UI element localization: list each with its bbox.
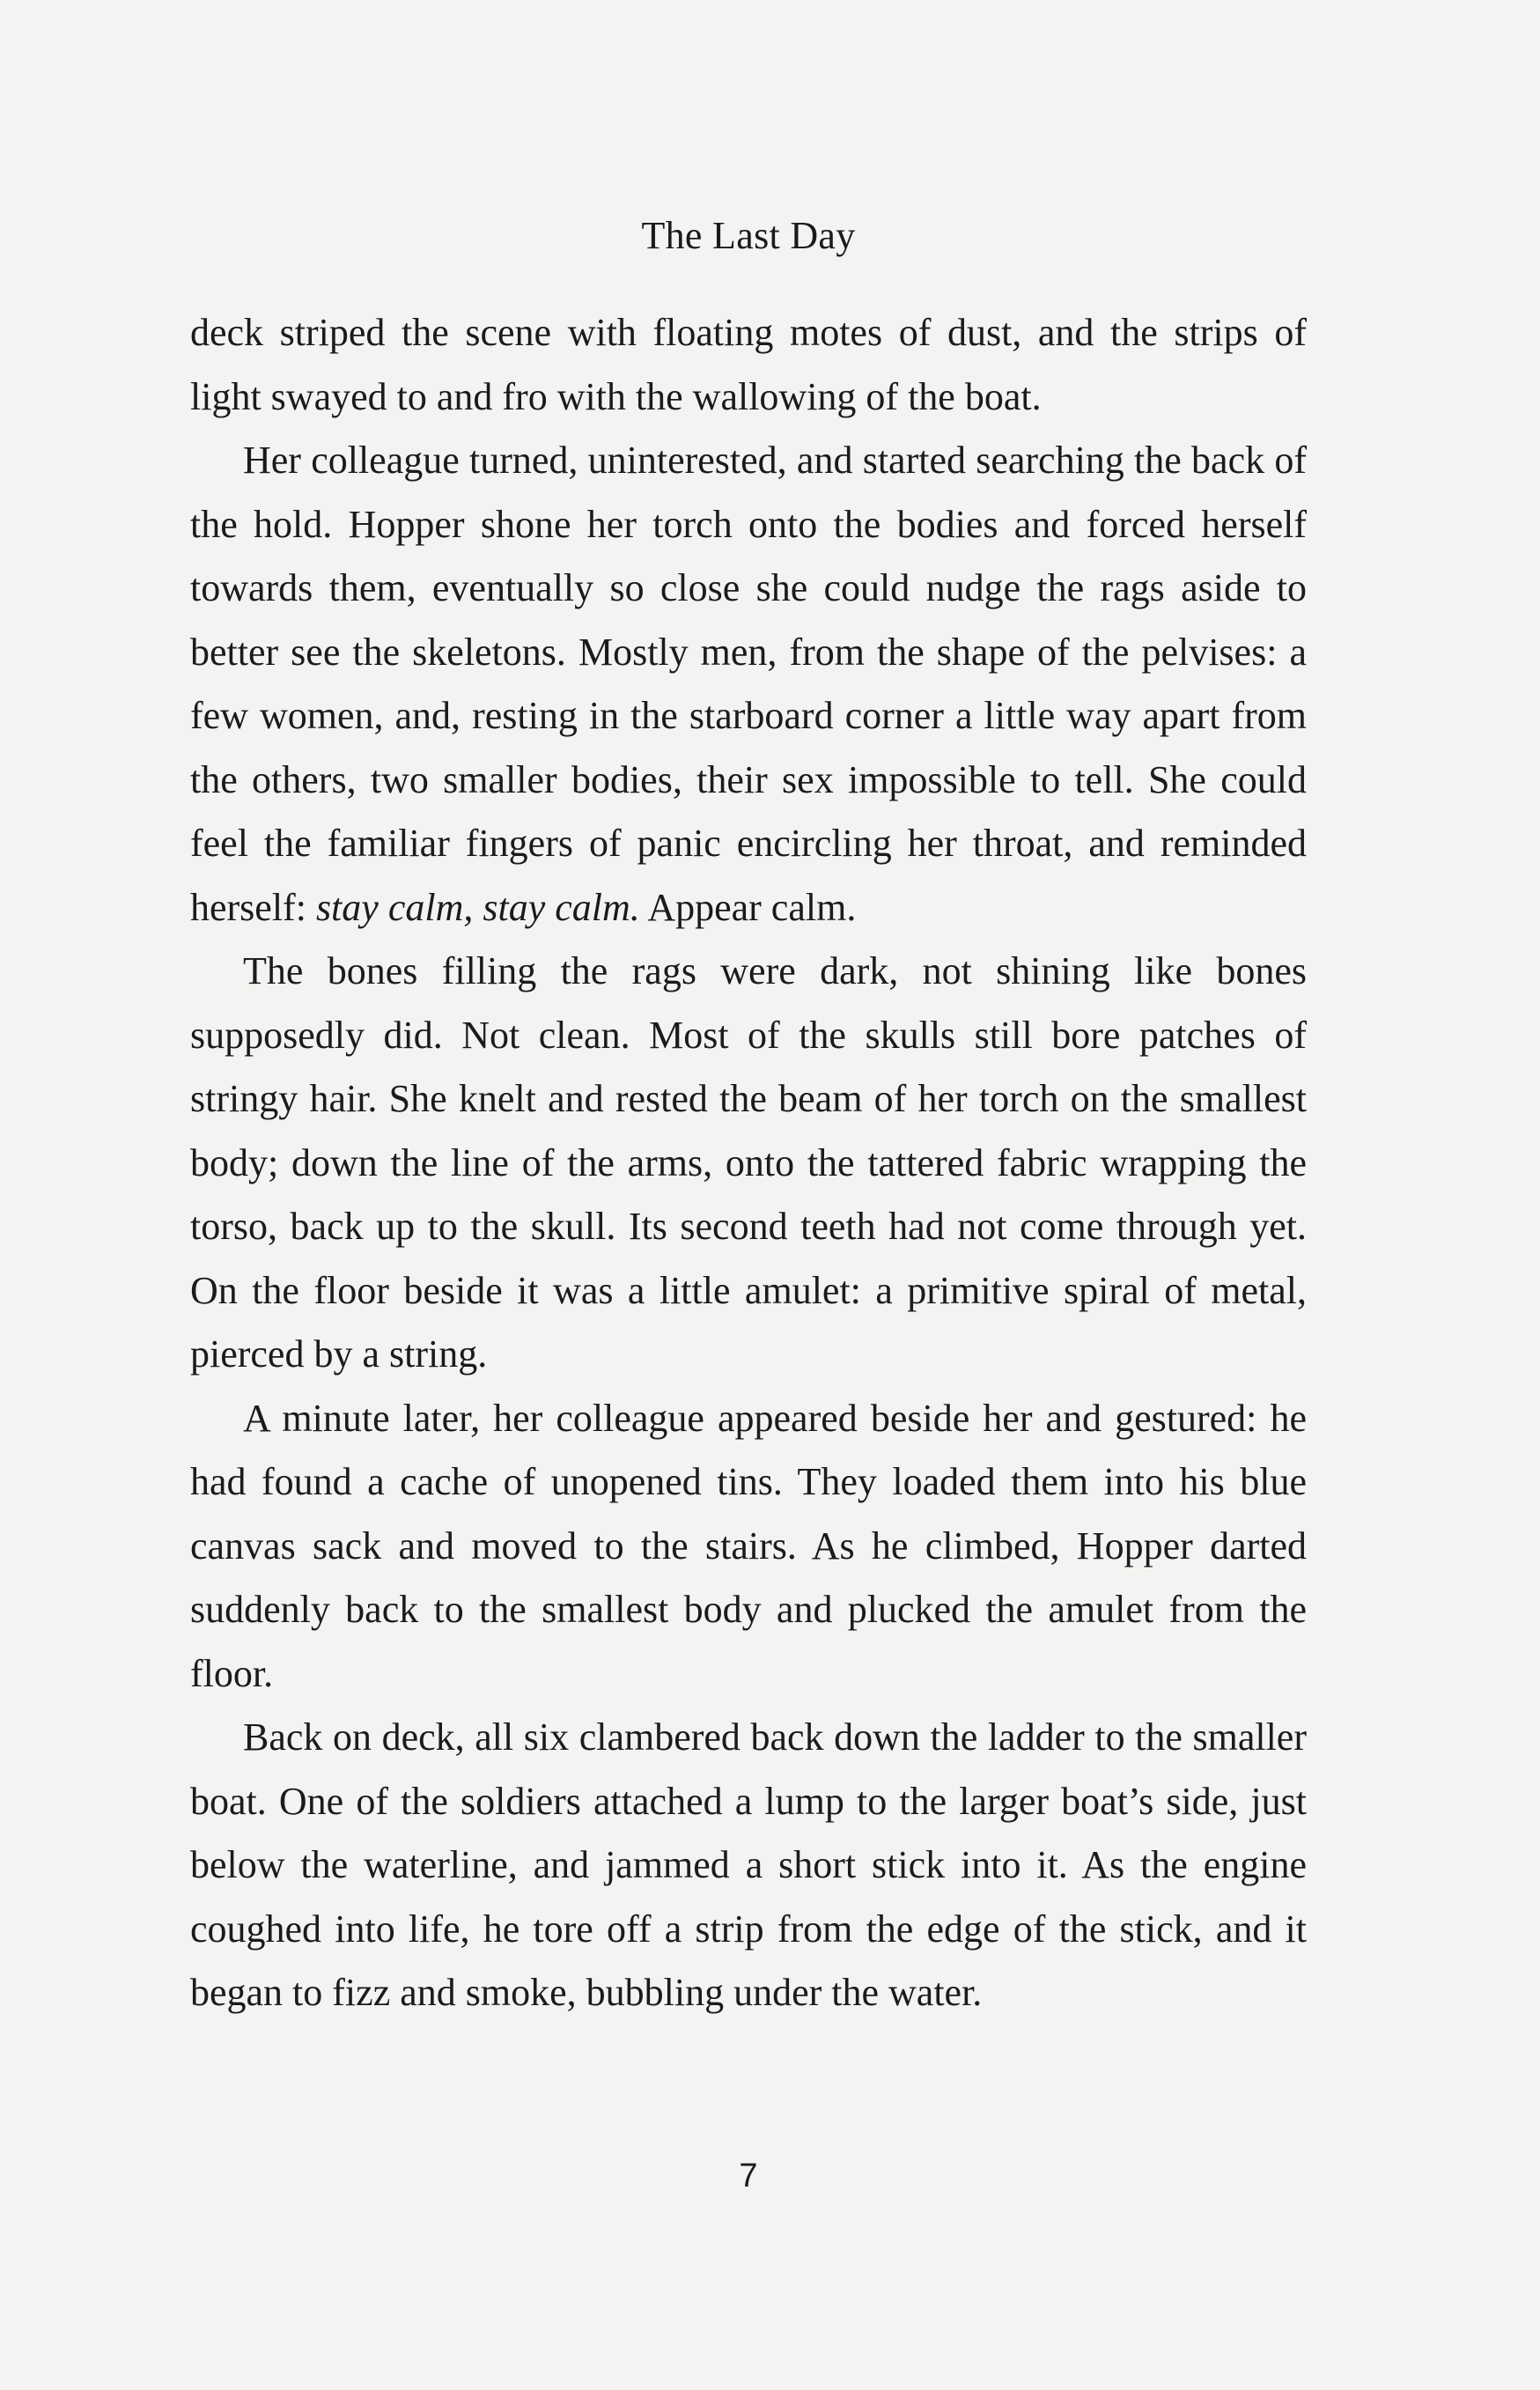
body-text <box>190 301 1307 2025</box>
paragraph-3: The bones filling the rags were dark, not shining like bones supposedly did. Not clean. Most of the skulls still bore patches of stringy hair. She knelt and rested the beam of her torch on the smallest body; down the line of the arms, onto the tattered fabric wrapping the torso, back up to the skull. Its second teeth had not come through yet. On the floor beside it was a little amulet: a primitive spiral of metal, pierced by a string. <box>190 949 1307 1376</box>
paragraph-1: deck striped the scene with floating motes of dust, and the strips of light swayed to and fro with the wallowing of the boat. <box>190 311 1307 418</box>
paragraph-2 <box>190 429 1307 940</box>
paragraph-2-text: Her colleague turned, uninterested, and started searching the back of the hold. Hopper shone her torch onto the bodies and forced herself towards them, eventually so close she could nudge the rags aside to better see the skeletons. Mostly men, from the shape of the pelvises: a few women, and, resting in the starboard corner a little way apart from the others, two smaller bodies, their sex impossible to tell. She could feel the familiar fingers of panic encircling her throat, and reminded herself: <box>190 439 1307 929</box>
paragraph-2-after: Appear calm. <box>639 885 857 929</box>
paragraph-4: A minute later, her colleague appeared beside her and gestured: he had found a cache of unopened tins. They loaded them into his blue canvas sack and moved to the stairs. As he climbed, Hopper darted suddenly back to the smallest body and plucked the amulet from the floor. <box>190 1396 1307 1695</box>
paragraph-5: Back on deck, all six clambered back down the ladder to the smaller boat. One of the soldiers attached a lump to the larger boat’s side, just below the waterline, and jammed a short stick into it. As the engine coughed into life, he tore off a strip from the edge of the stick, and it began to fizz and smoke, bubbling under the water. <box>190 1715 1307 2014</box>
paragraph-2-italic: stay calm, stay calm. <box>315 885 640 929</box>
page-number: 7 <box>739 2158 758 2195</box>
running-head: The Last Day <box>641 214 856 257</box>
